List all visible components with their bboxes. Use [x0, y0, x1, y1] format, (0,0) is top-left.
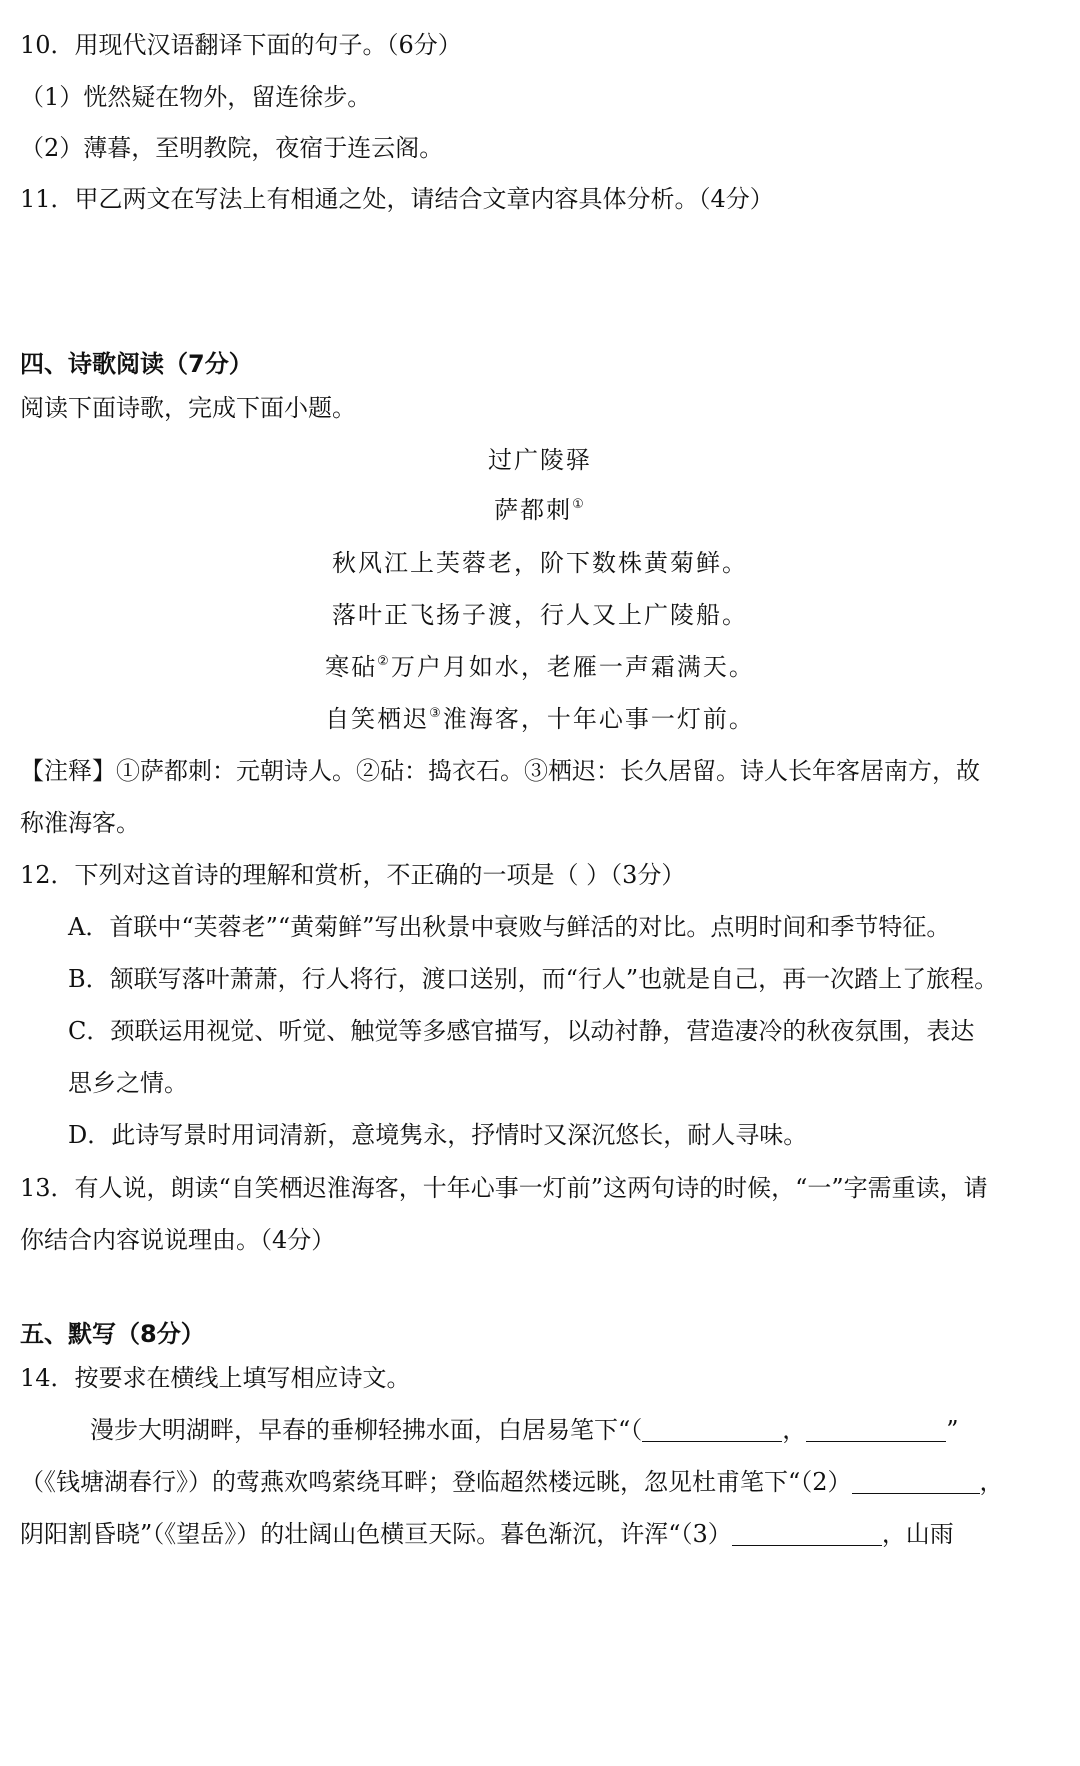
poem-notes-line-1: 【注释】①萨都刺：元朝诗人。②砧：捣衣石。③栖迟：长久居留。诗人长年客居南方，故 — [20, 757, 980, 785]
poem-title: 过广陵驿 — [488, 446, 592, 474]
passage-text-3a: 阴阳割昏晓”（《望岳》）的壮阔山色横亘天际。暮色渐沉，许浑“（3） — [20, 1520, 732, 1548]
fill-blank-1a[interactable] — [642, 1419, 782, 1442]
q13-line-2: 你结合内容说说理由。（4分） — [20, 1226, 336, 1254]
q14-passage-line-1 — [90, 1418, 959, 1442]
q12-option-a: A．首联中“芙蓉老”“黄菊鲜”写出秋景中衰败与鲜活的对比。点明时间和季节特征。 — [68, 913, 951, 941]
poem-line-4-b: 淮海客，十年心事一灯前。 — [442, 705, 755, 733]
q14-passage-line-3 — [20, 1522, 954, 1546]
fill-blank-3[interactable] — [732, 1523, 882, 1546]
q14-stem: 14．按要求在横线上填写相应诗文。 — [20, 1364, 411, 1392]
q14-passage-line-2 — [20, 1470, 1004, 1494]
passage-text-1a: 漫步大明湖畔，早春的垂柳轻拂水面，白居易笔下“（ — [90, 1416, 643, 1444]
poem-line-1: 秋风江上芙蓉老，阶下数株黄菊鲜。 — [332, 549, 748, 577]
poem-line-4 — [0, 707, 1080, 731]
poem-line-3 — [0, 655, 1080, 679]
poem-author — [0, 498, 1080, 522]
fill-blank-1b[interactable] — [806, 1419, 946, 1442]
poem-line-3-a: 寒砧 — [325, 653, 378, 681]
q10-sentence-2: （2）薄暮，至明教院，夜宿于连云阁。 — [20, 134, 444, 162]
q12-stem: 12．下列对这首诗的理解和赏析，不正确的一项是（ ）（3分） — [20, 861, 686, 889]
passage-text-2b: ， — [979, 1468, 1004, 1496]
q13-line-1: 13．有人说，朗读“自笑栖迟淮海客，十年心事一灯前”这两句诗的时候，“一”字需重读，请 — [20, 1174, 988, 1202]
passage-text-1c: ” — [946, 1416, 959, 1444]
poem-author-name: 萨都刺 — [494, 496, 573, 524]
q12-option-b: B．颔联写落叶萧萧，行人将行，渡口送别，而“行人”也就是自己，再一次踏上了旅程。 — [68, 965, 999, 993]
poem-line-4-a: 自笑栖迟 — [325, 705, 430, 733]
q12-option-d: D．此诗写景时用词清新，意境隽永，抒情时又深沉悠长，耐人寻味。 — [68, 1121, 808, 1149]
q10-stem: 10．用现代汉语翻译下面的句子。（6分） — [20, 31, 462, 59]
footnote-mark-2: ② — [377, 654, 391, 669]
footnote-mark-1: ① — [572, 497, 586, 512]
q10-sentence-1: （1）恍然疑在物外，留连徐步。 — [20, 83, 372, 111]
section5-heading: 五、默写（8分） — [20, 1320, 205, 1348]
poem-line-3-b: 万户月如水，老雁一声霜满天。 — [390, 653, 755, 681]
fill-blank-2[interactable] — [852, 1471, 980, 1494]
section4-intro: 阅读下面诗歌，完成下面小题。 — [20, 394, 356, 422]
passage-text-1b: ， — [782, 1416, 807, 1444]
footnote-mark-3: ③ — [429, 706, 443, 721]
q11-stem: 11．甲乙两文在写法上有相通之处，请结合文章内容具体分析。（4分） — [20, 185, 774, 213]
passage-text-3b: ，山雨 — [881, 1520, 954, 1548]
section4-heading: 四、诗歌阅读（7分） — [20, 350, 253, 378]
q12-option-c-line-2: 思乡之情。 — [68, 1069, 188, 1097]
passage-text-2a: （《钱塘湖春行》）的莺燕欢鸣萦绕耳畔；登临超然楼远眺，忽见杜甫笔下“（2） — [20, 1468, 852, 1496]
q12-option-c-line-1: C．颈联运用视觉、听觉、触觉等多感官描写，以动衬静，营造凄冷的秋夜氛围，表达 — [68, 1017, 975, 1045]
poem-notes-line-2: 称淮海客。 — [20, 809, 140, 837]
poem-line-2: 落叶正飞扬子渡，行人又上广陵船。 — [332, 601, 748, 629]
